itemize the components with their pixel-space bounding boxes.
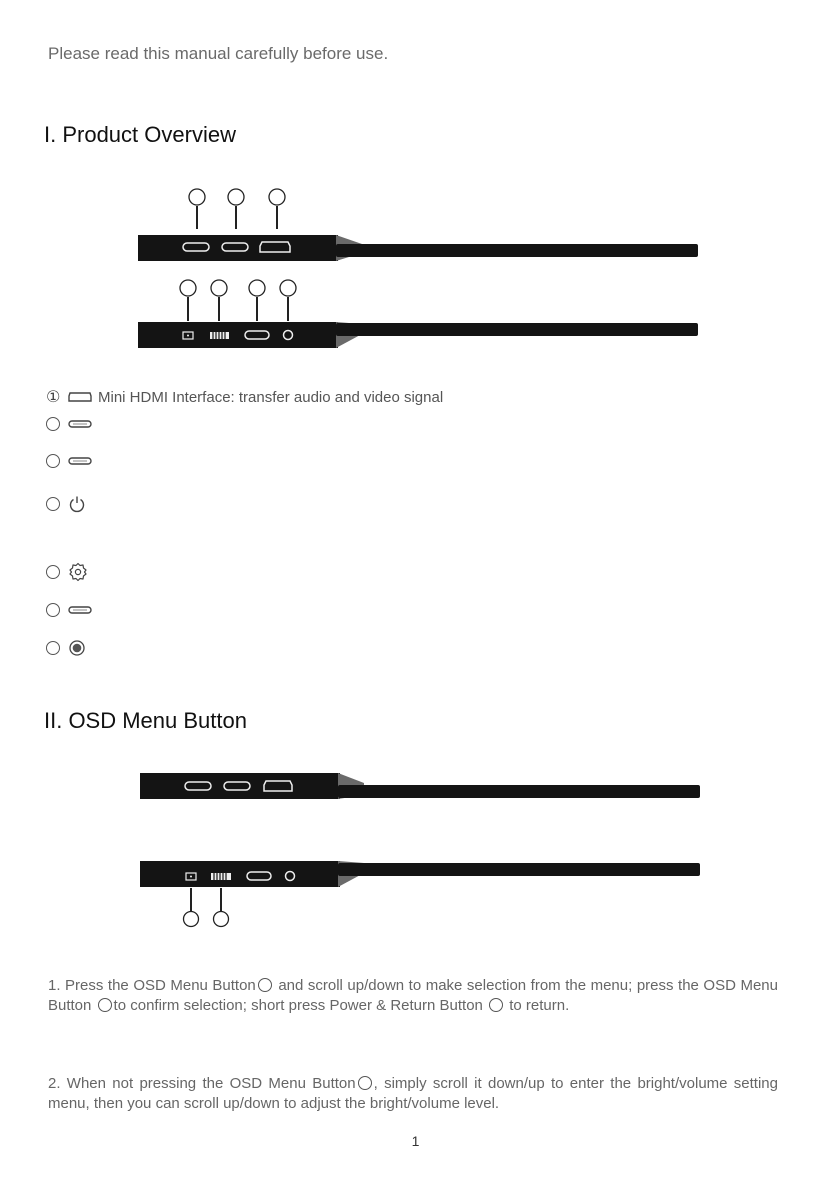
legend-row [46, 413, 98, 435]
monitor-bottom-edge-diagram [130, 856, 710, 931]
legend-number: ① [46, 389, 61, 406]
callout-circles [184, 888, 229, 927]
monitor-top-edge-diagram [130, 766, 710, 806]
step2-text-b: , simply scroll it down/up to enter the bright/volume setting menu, then you can scroll up/down to adjust the bright/volume level. [48, 1075, 778, 1112]
legend-row [46, 637, 98, 659]
legend-number [46, 454, 60, 468]
legend-number [46, 641, 60, 655]
legend-number [46, 497, 60, 511]
legend-number [46, 417, 60, 431]
section-title-product-overview: I. Product Overview [44, 122, 236, 147]
osd-scroll-wheel [210, 332, 229, 339]
osd-button-callout-icon [258, 978, 272, 992]
monitor-bottom-edge-diagram [130, 272, 710, 354]
step1-text-c: to confirm selection; short press Power & Return Button [113, 997, 483, 1014]
legend-row [46, 450, 98, 472]
legend-row [46, 561, 98, 583]
instruction-step-1 [48, 976, 778, 1016]
section-title-osd-menu-button: II. OSD Menu Button [44, 708, 247, 733]
instruction-step-2 [48, 1074, 778, 1114]
power-button-callout-icon [489, 998, 503, 1012]
intro-text: Please read this manual carefully before use. [48, 44, 389, 63]
usb-c-port-icon [68, 414, 94, 434]
page-number: 1 [411, 1133, 420, 1149]
legend-row [46, 493, 98, 515]
callout-circles [180, 280, 296, 321]
legend-number [46, 565, 60, 579]
monitor-top-edge-diagram [130, 180, 710, 270]
osd-button-callout-icon [98, 998, 112, 1012]
step2-text-a: 2. When not pressing the OSD Menu Button [48, 1075, 356, 1092]
legend-row [46, 599, 98, 621]
osd-scroll-wheel [211, 873, 231, 880]
legend-description: Mini HDMI Interface: transfer audio and video signal [98, 388, 444, 406]
step1-text-a: 1. Press the OSD Menu Button [48, 977, 256, 994]
legend-row [46, 386, 443, 408]
gear-icon [68, 562, 94, 582]
headphone-jack-icon [68, 638, 94, 658]
step1-text-d: to return. [505, 997, 570, 1014]
usb-c-port-icon [68, 451, 94, 471]
callout-circles [189, 189, 285, 229]
osd-button-callout-icon [358, 1076, 372, 1090]
legend-number [46, 603, 60, 617]
mini-hdmi-port-icon [68, 387, 94, 407]
power-icon [68, 494, 94, 514]
step1-text-b: and scroll up/down to make selection from the menu; press the OSD Menu Button [48, 977, 778, 1014]
usb-c-port-icon [68, 600, 94, 620]
